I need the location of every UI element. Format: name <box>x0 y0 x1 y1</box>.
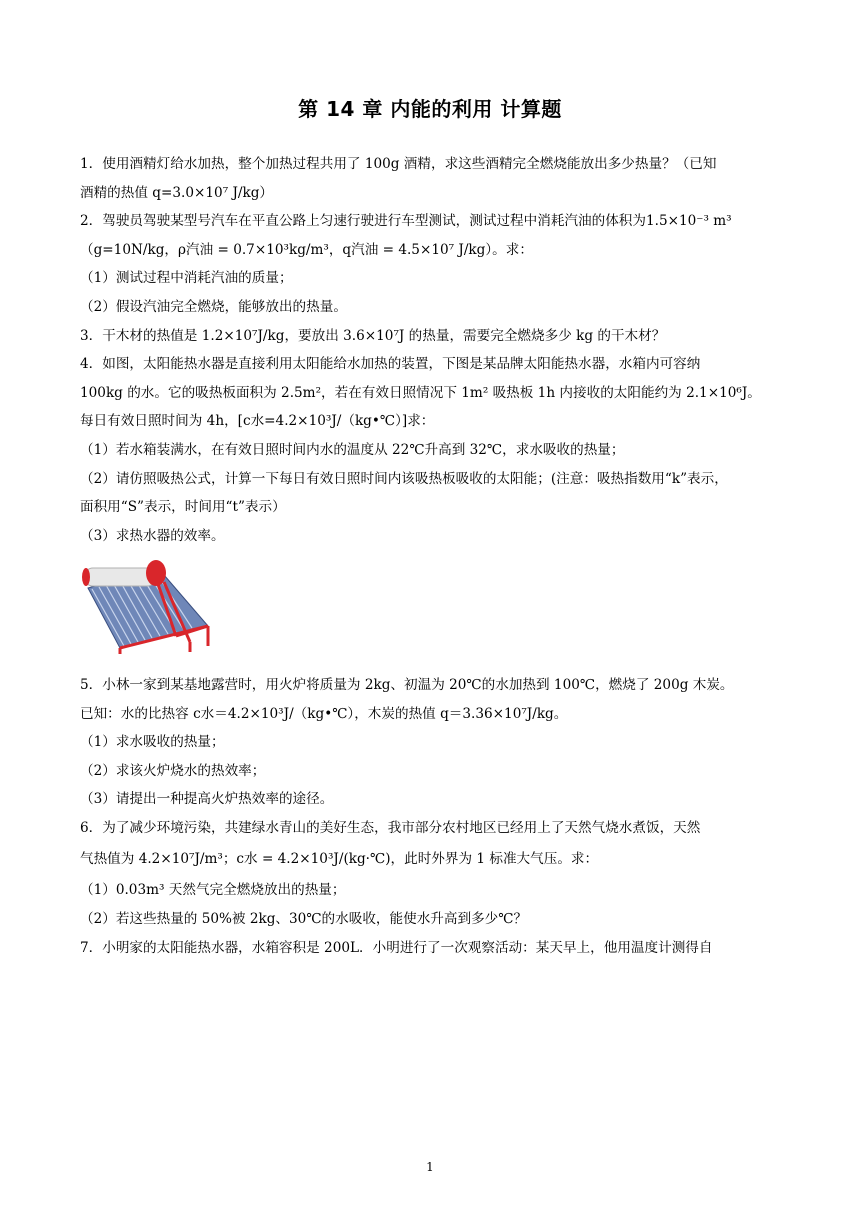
q7-line-1: 7．小明家的太阳能热水器，水箱容积是 200L．小明进行了一次观察活动：某天早上，他用温度计测得自 <box>80 939 713 956</box>
q4-part-1: （1）若水箱装满水，在有效日照时间内水的温度从 22℃升高到 32℃，求水吸收的热量； <box>80 441 625 458</box>
q6-line-2: 气热值为 4.2×10⁷J/m³；c水 = 4.2×10³J/(kg·℃)，此时外界为 1 标准大气压。求： <box>80 851 599 868</box>
q5-part-1: （1）求水吸收的热量； <box>80 734 225 751</box>
question-list <box>80 150 780 962</box>
q6-line-1: 6．为了减少环境污染，共建绿水青山的美好生态，我市部分农村地区已经用上了天然气烧水煮饭，天然 <box>80 819 701 836</box>
q4-part-3: （3）求热水器的效率。 <box>80 527 225 544</box>
q3-text: 3．干木材的热值是 1.2×10⁷J/kg，要放出 3.6×10⁷J 的热量，需要完全燃烧多少 kg 的干木材？ <box>80 327 666 344</box>
q5-line-1: 5．小林一家到某基地露营时，用火炉将质量为 2kg、初温为 20℃的水加热到 100℃，燃烧了 200g 木炭。 <box>80 676 734 693</box>
q6-part-1: （1）0.03m³ 天然气完全燃烧放出的热量； <box>80 882 346 899</box>
page-number: 1 <box>426 1160 434 1174</box>
page-title: 第 14 章 内能的利用 计算题 <box>298 97 562 121</box>
q6-part-2: （2）若这些热量的 50%被 2kg、30℃的水吸收，能使水升高到多少℃？ <box>80 911 528 928</box>
q4-part-2-line-1: （2）请仿照吸热公式，计算一下每日有效日照时间内该吸热板吸收的太阳能；(注意：吸热指数用“k”表示， <box>80 470 728 487</box>
q5-line-2: 已知：水的比热容 c水＝4.2×10³J/（kg•℃），木炭的热值 q＝3.36×10⁷J/kg。 <box>80 705 568 722</box>
q2-given: （g=10N/kg，ρ汽油 = 0.7×10³kg/m³，q汽油 = 4.5×10⁷ J/kg）。求： <box>80 241 533 258</box>
q2-part-2: （2）假设汽油完全燃烧，能够放出的热量。 <box>80 298 347 315</box>
q2-stem: 2．驾驶员驾驶某型号汽车在平直公路上匀速行驶进行车型测试，测试过程中消耗汽油的体积为1.5×10⁻³ m³ <box>80 213 732 230</box>
q5-part-2: （2）求该火炉烧水的热效率； <box>80 762 266 779</box>
q4-line-2: 100kg 的水。它的吸热板面积为 2.5m²，若在有效日照情况下 1m² 吸热板 1h 内接收的太阳能约为 2.1×10⁶J。 <box>80 384 761 401</box>
q1-line-2: 酒精的热值 q=3.0×10⁷ J/kg） <box>80 184 274 201</box>
q1-line-1: 1．使用酒精灯给水加热，整个加热过程共用了 100g 酒精，求这些酒精完全燃烧能放出多少热量？（已知 <box>80 156 717 172</box>
q4-line-3: 每日有效日照时间为 4h，[c水=4.2×10³J/（kg•℃）]求： <box>80 413 435 430</box>
q4-part-2-line-2: 面积用“S”表示，时间用“t”表示） <box>80 499 286 516</box>
solar-water-heater-image <box>80 556 220 656</box>
q4-line-1: 4．如图，太阳能热水器是直接利用太阳能给水加热的装置，下图是某品牌太阳能热水器，水箱内可容纳 <box>80 356 701 373</box>
q5-part-3: （3）请提出一种提高火炉热效率的途径。 <box>80 791 334 808</box>
water-tank <box>82 560 166 586</box>
q2-part-1: （1）测试过程中消耗汽油的质量； <box>80 270 293 287</box>
